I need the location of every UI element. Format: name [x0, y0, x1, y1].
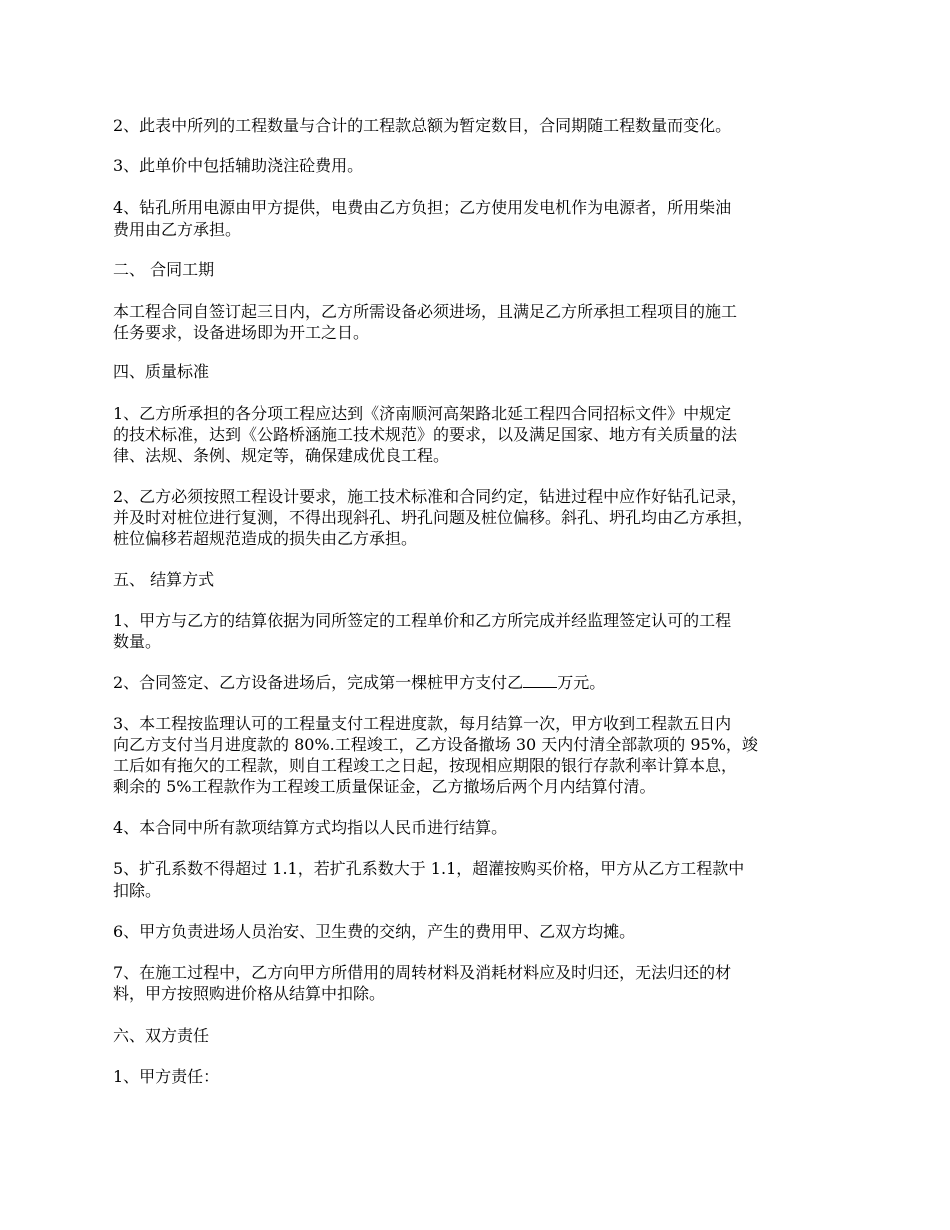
- text-line: 数量。: [113, 632, 162, 651]
- text-line: 工后如有拖欠的工程款，则自工程竣工之日起，按现相应期限的银行存款利率计算本息，: [113, 756, 738, 775]
- text-line: 剩余的 5%工程款作为工程竣工质量保证金，乙方撤场后两个月内结算付清。: [113, 777, 656, 796]
- payment-line: [113, 672, 605, 693]
- section-heading: 二、 合同工期: [113, 260, 215, 279]
- text-line: 的技术标准，达到《公路桥涵施工技术规范》的要求，以及满足国家、地方有关质量的法: [113, 425, 738, 444]
- text-line: 任务要求，设备进场即为开工之日。: [113, 323, 370, 342]
- text-line: 2、此表中所列的工程数量与合计的工程款总额为暂定数目，合同期随工程数量而变化。: [113, 116, 732, 135]
- text-line: 4、本合同中所有款项结算方式均指以人民币进行结算。: [113, 818, 508, 837]
- text-line: 3、本工程按监理认可的工程量支付工程进度款，每月结算一次，甲方收到工程款五日内: [113, 714, 732, 733]
- text-line: 7、在施工过程中，乙方向甲方所借用的周转材料及消耗材料应及时归还，无法归还的材: [113, 963, 732, 982]
- section-heading: 六、双方责任: [113, 1026, 210, 1045]
- text-line: 并及时对桩位进行复测，不得出现斜孔、坍孔问题及桩位偏移。斜孔、坍孔均由乙方承担，: [113, 508, 754, 527]
- text-line: 2、乙方必须按照工程设计要求，施工技术标准和合同约定，钻进过程中应作好钻孔记录，: [113, 487, 748, 506]
- text-line: 1、甲方责任：: [113, 1067, 220, 1086]
- text-line: 料，甲方按照购进价格从结算中扣除。: [113, 984, 386, 1003]
- text-line: 4、钻孔所用电源由甲方提供，电费由乙方负担；乙方使用发电机作为电源者，所用柴油: [113, 198, 732, 217]
- text-line: 3、此单价中包括辅助浇注砼费用。: [113, 156, 364, 175]
- payment-unit: 万元。: [557, 673, 606, 692]
- text-line: 1、乙方所承担的各分项工程应达到《济南顺河高架路北延工程四合同招标文件》中规定: [113, 404, 732, 423]
- amount-blank: [523, 672, 557, 688]
- text-line: 扣除。: [113, 881, 162, 900]
- section-heading: 五、 结算方式: [113, 570, 215, 589]
- text-line: 桩位偏移若超规范造成的损失由乙方承担。: [113, 529, 418, 548]
- text-line: 向乙方支付当月进度款的 80%.工程竣工，乙方设备撤场 30 天内付清全部款项的 95%，竣: [113, 735, 758, 754]
- section-heading: 四、质量标准: [113, 362, 210, 381]
- payment-text: 2、合同签定、乙方设备进场后，完成第一棵桩甲方支付乙: [113, 673, 524, 692]
- text-line: 本工程合同自签订起三日内，乙方所需设备必须进场，且满足乙方所承担工程项目的施工: [113, 302, 738, 321]
- text-line: 律、法规、条例、规定等，确保建成优良工程。: [113, 446, 450, 465]
- text-line: 5、扩孔系数不得超过 1.1，若扩孔系数大于 1.1，超灌按购买价格，甲方从乙方工程款中: [113, 859, 745, 878]
- text-line: 6、甲方负责进场人员治安、卫生费的交纳，产生的费用甲、乙双方均摊。: [113, 922, 636, 941]
- text-line: 费用由乙方承担。: [113, 220, 242, 239]
- text-line: 1、甲方与乙方的结算依据为同所签定的工程单价和乙方所完成并经监理签定认可的工程: [113, 611, 732, 630]
